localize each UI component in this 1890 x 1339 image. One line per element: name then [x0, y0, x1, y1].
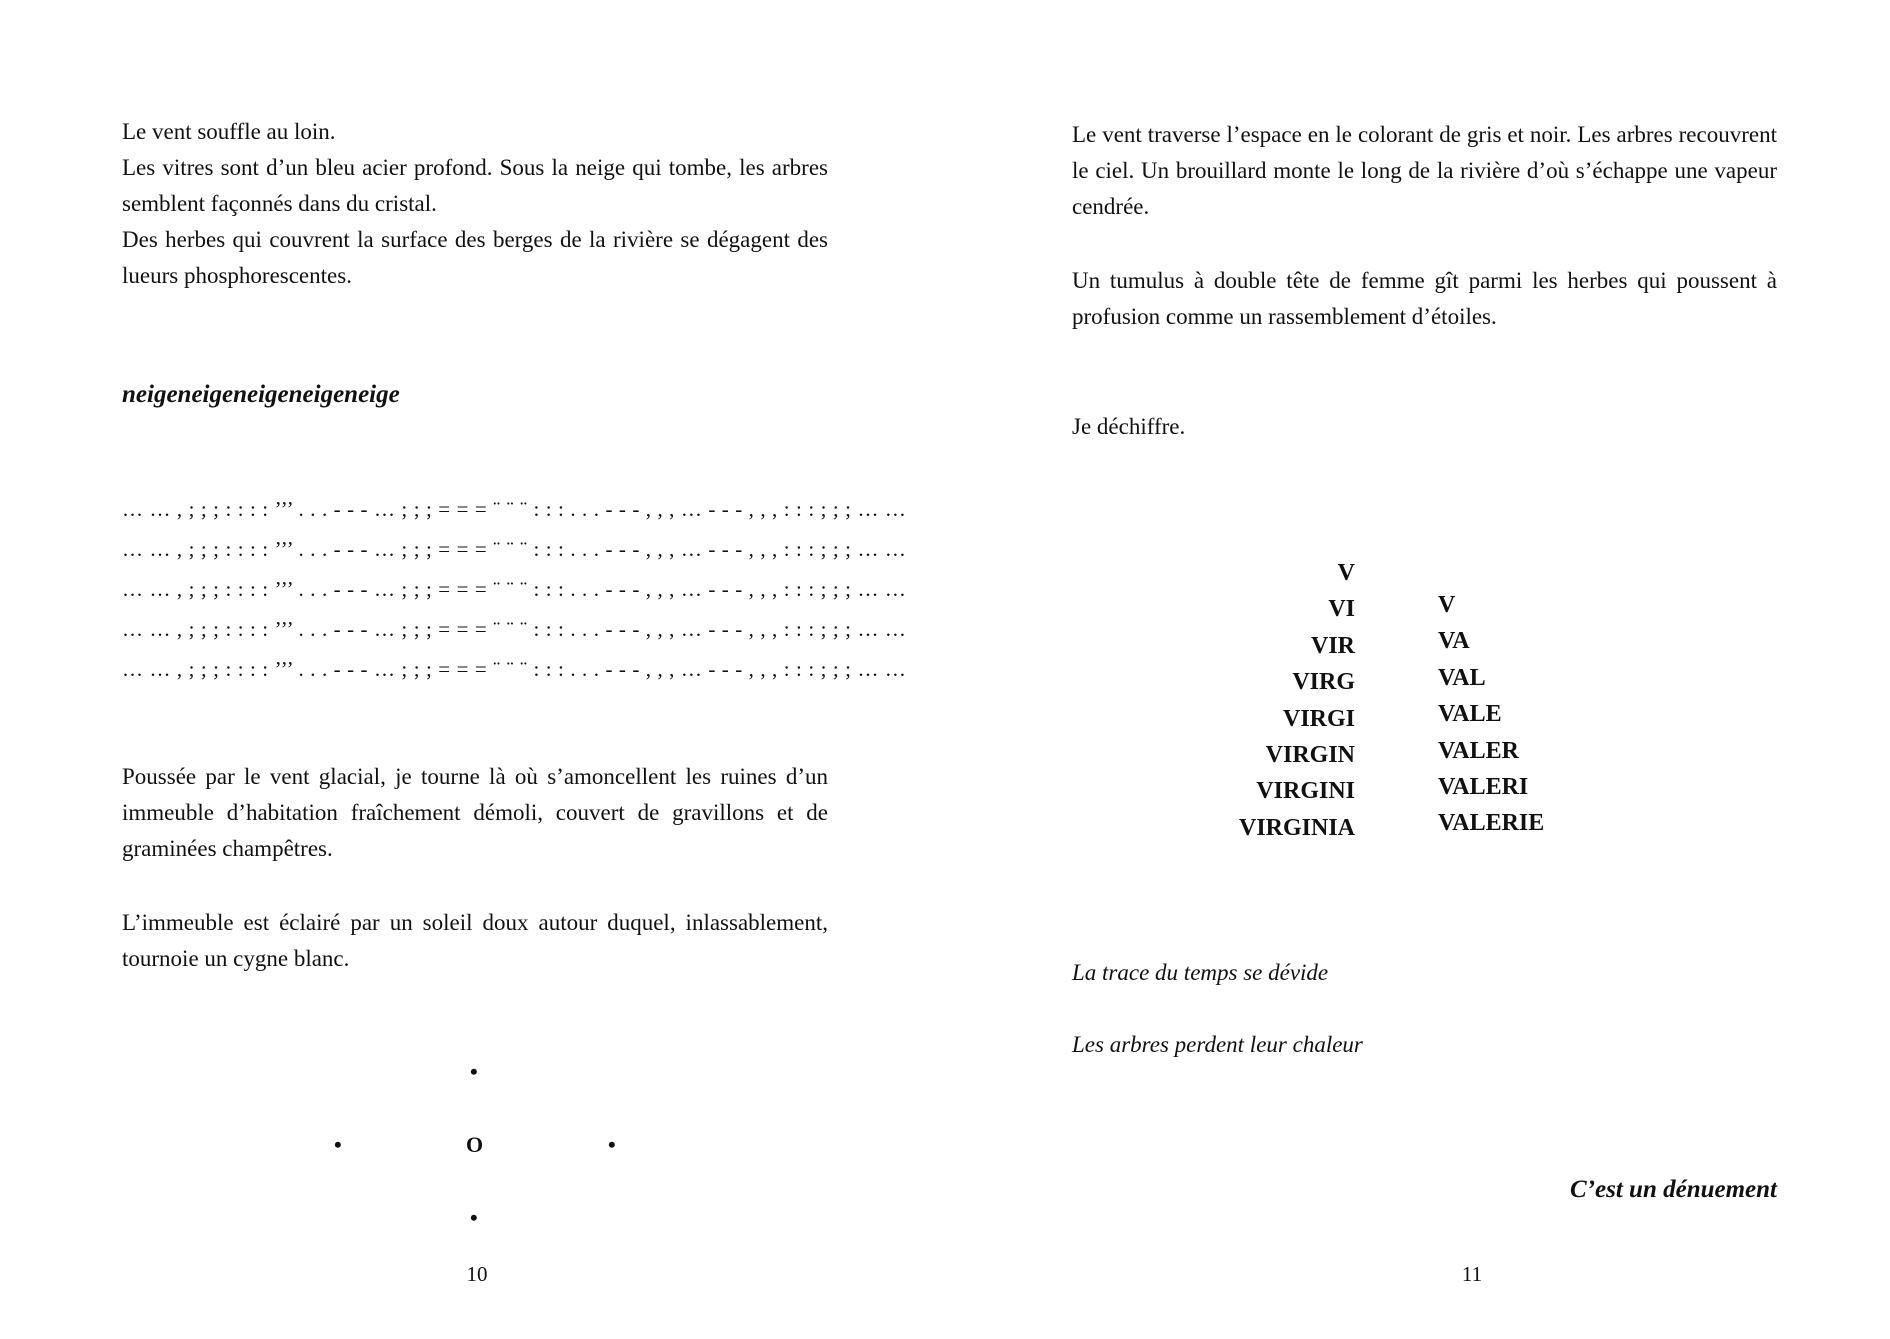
right-paragraph-2: [1072, 263, 1777, 335]
acrostic-item: VIRG: [1292, 669, 1355, 696]
acrostic-item: V: [1438, 592, 1456, 618]
acrostic-item: VIRGI: [1282, 705, 1355, 732]
acrostic-item: VALE: [1438, 701, 1502, 728]
pattern-line: … … , ; ; ; : : : : ’’’ . . . - - - … ; ; ; = = = ¨ ¨ ¨ : : : . . . - - - , , , … - - - , , , : : : ; ; ; … …: [122, 577, 907, 601]
dot-left: •: [334, 1132, 342, 1157]
text-paragraph: Poussée par le vent glacial, je tourne là où s’amoncellent les ruines d’un immeuble d’habitation fraîchement démoli, couvert de gravillons et de graminées champêtres.: [122, 764, 828, 861]
italic-line-1: La trace du temps se dévide: [1072, 960, 1329, 985]
right-paragraph-1: [1072, 117, 1777, 225]
text-line: Des herbes qui couvrent la surface des berges de la rivière se dégagent des lueurs phosphorescentes.: [122, 227, 828, 288]
punctuation-pattern: [122, 489, 907, 689]
text-paragraph: Le vent traverse l’espace en le colorant de gris et noir. Les arbres recouvrent le ciel. Un brouillard monte le long de la rivière d’où s’échappe une vapeur cendrée.: [1072, 122, 1777, 219]
text-paragraph: Un tumulus à double tête de femme gît parmi les herbes qui poussent à profusion comme un rassemblement d’étoiles.: [1072, 268, 1777, 329]
right-page: [945, 0, 1890, 1339]
pattern-line: … … , ; ; ; : : : : ’’’ . . . - - - … ; ; ; = = = ¨ ¨ ¨ : : : . . . - - - , , , … - - - , , , : : : ; ; ; … …: [122, 497, 907, 521]
italic-line-2: Les arbres perdent leur chaleur: [1072, 1032, 1363, 1057]
left-paragraph-3: [122, 905, 828, 977]
pattern-line: … … , ; ; ; : : : : ’’’ . . . - - - … ; ; ; = = = ¨ ¨ ¨ : : : . . . - - - , , , … - - - , , , : : : ; ; ; … …: [122, 617, 907, 641]
acrostic-item: VIR: [1310, 632, 1355, 659]
circle-center: O: [466, 1132, 484, 1157]
text-line: Les vitres sont d’un bleu acier profond. Sous la neige qui tombe, les arbres semblent façonnés dans du cristal.: [122, 155, 828, 216]
acrostic-item: V: [1337, 560, 1355, 586]
acrostic-item: VA: [1438, 628, 1470, 655]
dot-bottom: •: [470, 1205, 478, 1230]
acrostic-valerie: [1438, 587, 1638, 842]
acrostic-item: VALERI: [1438, 773, 1529, 800]
text-paragraph: L’immeuble est éclairé par un soleil doux autour duquel, inlassablement, tournoie un cygne blanc.: [122, 910, 828, 971]
left-paragraph-2: [122, 759, 828, 867]
acrostic-item: VALER: [1438, 737, 1519, 764]
snow-heading: neigeneigeneigeneigeneige: [122, 381, 400, 408]
page-number: 10: [466, 1262, 488, 1286]
dot-right: •: [608, 1132, 616, 1157]
pattern-line: … … , ; ; ; : : : : ’’’ . . . - - - … ; ; ; = = = ¨ ¨ ¨ : : : . . . - - - , , , … - - - , , , : : : ; ; ; … …: [122, 657, 907, 681]
acrostic-item: VI: [1328, 596, 1355, 623]
acrostic-item: VIRGIN: [1265, 741, 1355, 768]
acrostic-item: VIRGINI: [1256, 778, 1355, 805]
dot-top: •: [470, 1059, 478, 1084]
closing-line: C’est un dénuement: [1570, 1176, 1777, 1203]
acrostic-item: VIRGINIA: [1238, 814, 1355, 841]
acrostic-virginia: [1180, 555, 1355, 846]
pattern-line: … … , ; ; ; : : : : ’’’ . . . - - - … ; ; ; = = = ¨ ¨ ¨ : : : . . . - - - , , , … - - - , , , : : : ; ; ; … …: [122, 537, 907, 561]
left-paragraph-1: [122, 114, 828, 294]
right-paragraph-3: Je déchiffre.: [1072, 414, 1186, 439]
acrostic-item: VALERIE: [1438, 810, 1545, 837]
page-number: 11: [1461, 1262, 1483, 1286]
acrostic-item: VAL: [1438, 664, 1486, 691]
text-line: Le vent souffle au loin.: [122, 119, 336, 144]
